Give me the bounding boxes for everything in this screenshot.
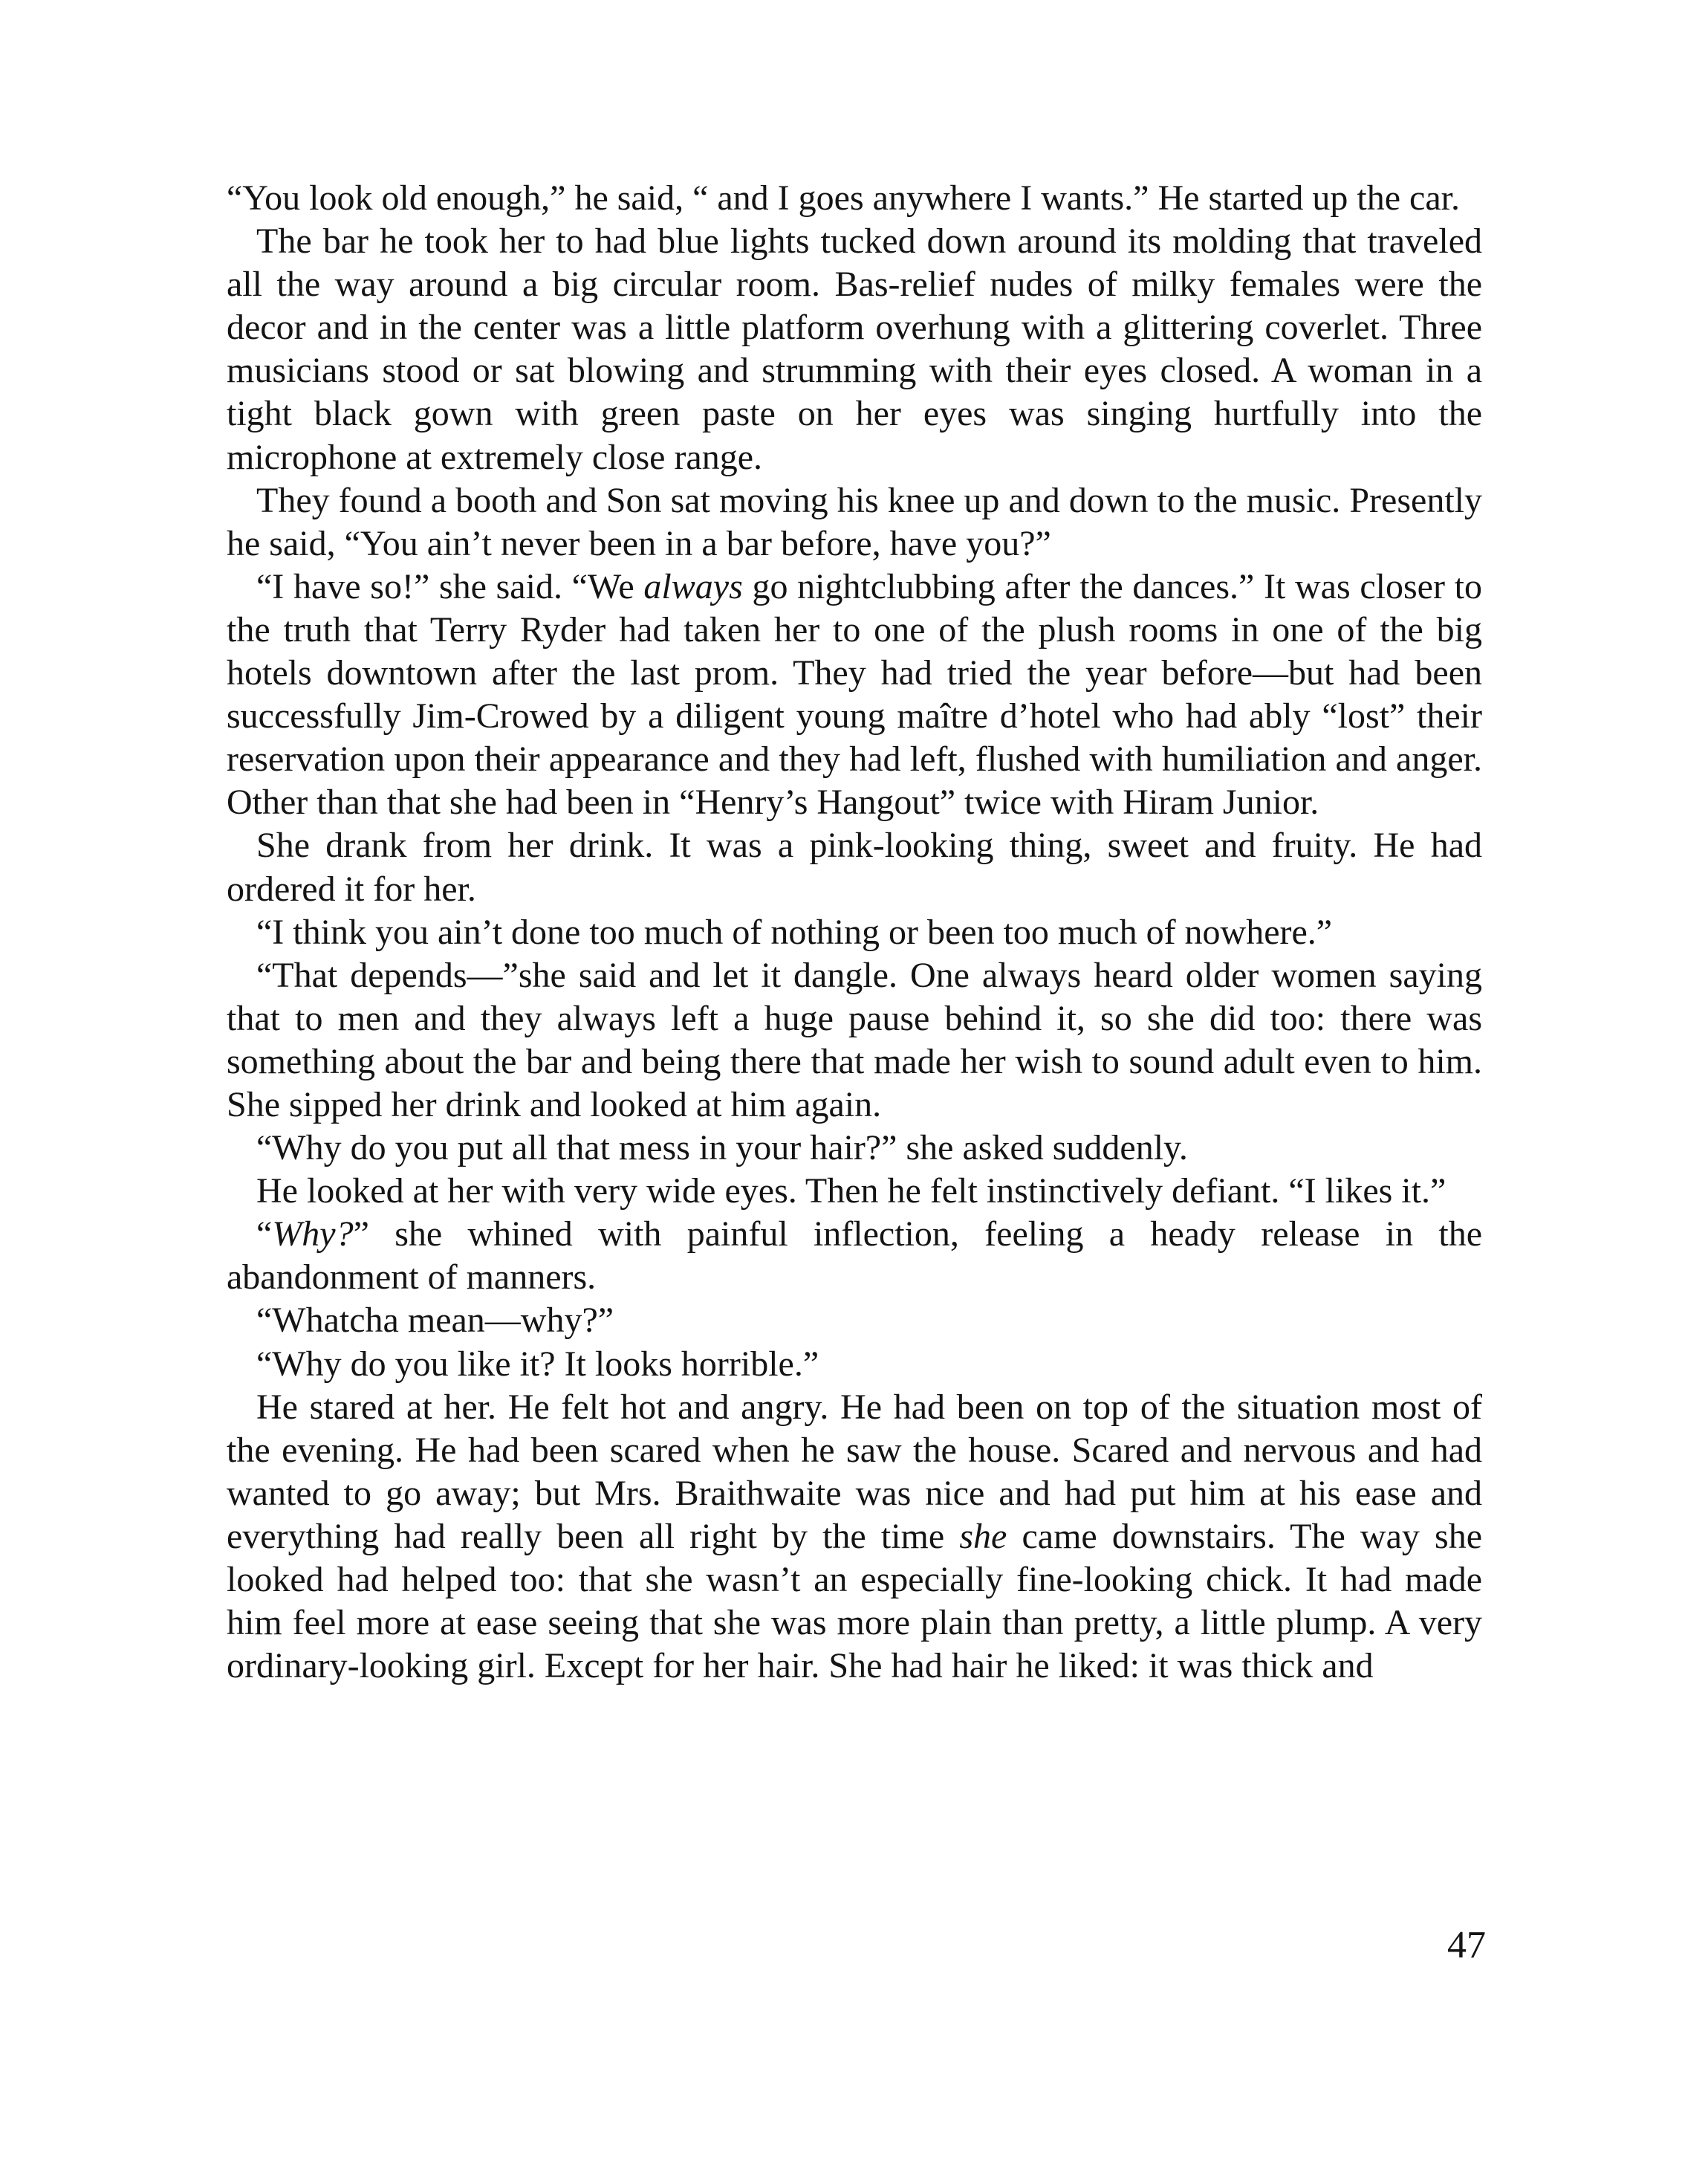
paragraph-10-before: “: [256, 1214, 273, 1254]
paragraph-4-before: “I have so!” she said. “We: [256, 566, 644, 606]
paragraph-9: He looked at her with very wide eyes. Then he felt instinctively defiant. “I likes it.”: [256, 1171, 1446, 1211]
paragraph-1: “You look old enough,” he said, “ and I goes anywhere I wants.” He started up the car.: [227, 178, 1460, 218]
paragraph-4: [227, 566, 1482, 825]
paragraph-5: She drank from her drink. It was a pink-looking thing, sweet and fruity. He had ordered it for her.: [227, 826, 1482, 909]
paragraph-12: “Why do you like it? It looks horrible.”: [256, 1344, 819, 1384]
paragraph-13-italic: she: [959, 1516, 1007, 1556]
paragraph-10: [227, 1213, 1482, 1299]
paragraph-7: “That depends—”she said and let it dangle. One always heard older women saying that to men and they always left a huge pause behind it, so she did too: there was something about the bar and being there that made her wish to sound adult even to him. She sipped her drink and looked at him again.: [227, 955, 1482, 1124]
paragraph-8: “Why do you put all that mess in your hair?” she asked suddenly.: [256, 1128, 1188, 1168]
paragraph-4-after: go nightclubbing after the dances.” It was closer to the truth that Terry Ryder had taken her to one of the plush rooms in one of the big hotels downtown after the last prom. They had tried the year before—but had been successfully Jim-Crowed by a diligent young maître d’hotel who had ably “lost” their reservation upon their appearance and they had left, flushed with humiliation and anger. Other than that she had been in “Henry’s Hangout” twice with Hiram Junior.: [227, 566, 1482, 823]
paragraph-10-after: ” she whined with painful inflection, feeling a heady release in the abandonment of manners.: [227, 1214, 1482, 1298]
paragraph-10-italic: Why?: [272, 1214, 354, 1254]
paragraph-13-after: came downstairs. The way she looked had helped too: that she wasn’t an especially fine-looking chick. It had made him feel more at ease seeing that she was more plain than pretty, a little plump. A very ordinary-looking girl. Except for her hair. She had hair he liked: it was thick and: [227, 1516, 1482, 1686]
paragraph-4-italic: always: [643, 566, 743, 606]
paragraph-3: They found a booth and Son sat moving his knee up and down to the music. Presently he said, “You ain’t never been in a bar before, have you?”: [227, 480, 1482, 563]
paragraph-13-before: He stared at her. He felt hot and angry. He had been on top of the situation most of the evening. He had been scared when he saw the house. Scared and nervous and had wanted to go away; but Mrs. Braithwaite was nice and had put him at his ease and everything had really been all right by the time: [227, 1387, 1482, 1556]
paragraph-2: The bar he took her to had blue lights tucked down around its molding that traveled all the way around a big circular room. Bas-relief nudes of milky females were the decor and in the center was a little platform overhung with a glittering coverlet. Three musicians stood or sat blowing and strumming with their eyes closed. A woman in a tight black gown with green paste on her eyes was singing hurtfully into the microphone at extremely close range.: [227, 221, 1482, 477]
paragraph-6: “I think you ain’t done too much of nothing or been too much of nowhere.”: [256, 912, 1333, 952]
page-number: 47: [1447, 1924, 1486, 1966]
paragraph-13: [227, 1386, 1482, 1688]
paragraph-11: “Whatcha mean—why?”: [256, 1300, 614, 1341]
body-text: [227, 177, 1482, 1688]
